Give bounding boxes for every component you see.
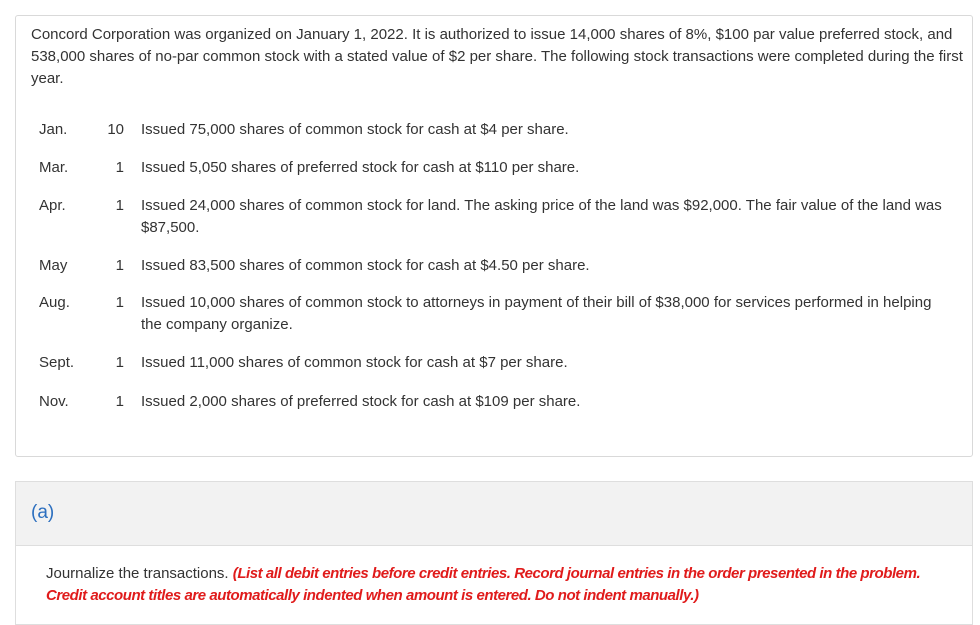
transaction-month: Nov.	[39, 393, 69, 410]
part-a-header	[15, 481, 973, 545]
transaction-description: Issued 11,000 shares of common stock for cash at $7 per share.	[141, 354, 568, 371]
transaction-day: 1	[115, 257, 124, 274]
transaction-day: 1	[115, 159, 124, 176]
transaction-description: Issued 24,000 shares of common stock for land. The asking price of the land was $92,000. The fair value of the land was $87,500.	[141, 197, 942, 236]
part-a-instruction: Journalize the transactions.	[46, 565, 229, 582]
transaction-day: 1	[115, 354, 124, 371]
transaction-day: 1	[115, 197, 124, 214]
problem-statement-card	[15, 15, 973, 457]
transaction-description: Issued 10,000 shares of common stock to attorneys in payment of their bill of $38,000 for services performed in helping the company organize.	[141, 294, 932, 333]
transaction-month: Sept.	[39, 354, 75, 371]
part-a-instruction-paragraph	[46, 563, 956, 607]
transaction-month: Jan.	[39, 121, 68, 138]
transaction-description: Issued 75,000 shares of common stock for cash at $4 per share.	[141, 121, 569, 138]
transaction-description: Issued 2,000 shares of preferred stock for cash at $109 per share.	[141, 393, 581, 410]
part-a-body	[15, 545, 973, 625]
transaction-day: 1	[115, 393, 124, 410]
transaction-month: May	[39, 257, 68, 274]
transaction-description: Issued 83,500 shares of common stock for cash at $4.50 per share.	[141, 257, 590, 274]
transaction-month: Aug.	[39, 294, 70, 311]
transaction-day: 10	[107, 121, 124, 138]
part-a-label: (a)	[31, 502, 55, 523]
transaction-month: Apr.	[39, 197, 66, 214]
part-a-instruction-note: (List all debit entries before credit entries. Record journal entries in the order presented in the problem. Credit account titles are automatically indented when amount is entered. Do not indent manually.)	[46, 565, 921, 604]
transaction-day: 1	[115, 294, 124, 311]
transaction-month: Mar.	[39, 159, 69, 176]
problem-intro: Concord Corporation was organized on January 1, 2022. It is authorized to issue 14,000 shares of 8%, $100 par value preferred stock, and 538,000 shares of no-par common stock with a stated value of $2 per share. The following stock transactions were completed during the first year.	[31, 26, 963, 87]
transaction-description: Issued 5,050 shares of preferred stock for cash at $110 per share.	[141, 159, 580, 176]
